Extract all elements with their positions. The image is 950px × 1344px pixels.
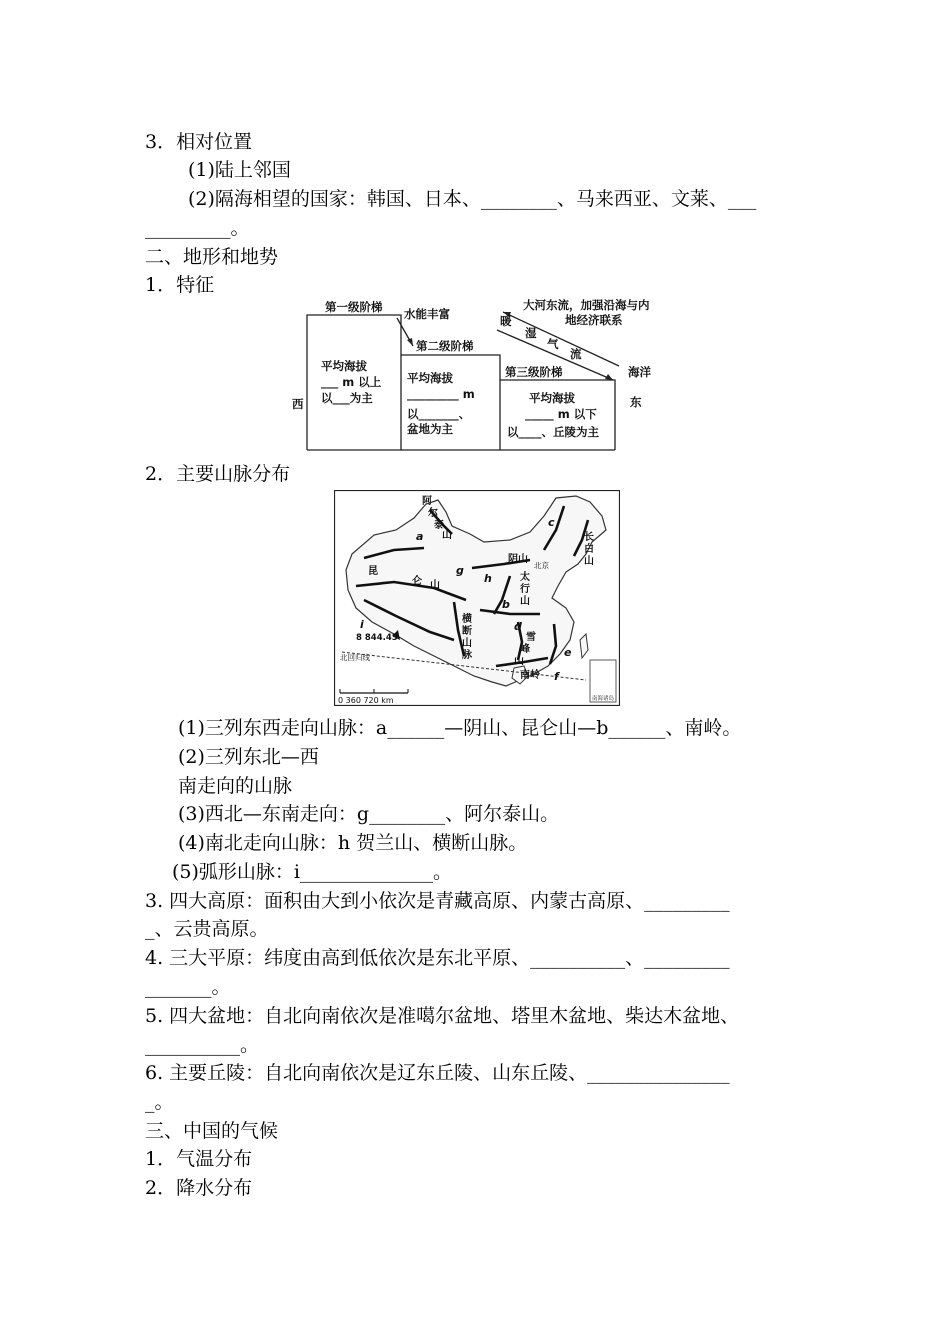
inset-label: 南海诸岛: [592, 696, 615, 702]
map-letter-i: i: [360, 618, 364, 631]
ocean-label: 海洋: [628, 365, 651, 379]
altai-char-2: 尔: [428, 508, 438, 519]
changbai-char-3: 山: [584, 556, 594, 567]
mountain-q2-a: (2)三列东北—西: [178, 746, 319, 768]
terrain-features-heading: 1．特征: [145, 274, 215, 296]
plains-line-cont: _______。: [145, 976, 231, 998]
hengduan-char-2: 断: [462, 626, 472, 637]
map-letter-a: a: [416, 530, 424, 543]
west-label: 西: [292, 397, 304, 411]
scale-label: 0 360 720 km: [338, 696, 394, 705]
hills-line-cont: _。: [145, 1091, 174, 1113]
map-letter-b: b: [502, 598, 510, 611]
china-mountains-map: [334, 490, 620, 706]
step1-line-3: 以___为主: [321, 391, 373, 405]
mountain-q3: (3)西北—东南走向：g________、阿尔泰山。: [178, 803, 560, 825]
step3-line-1: 平均海拔: [529, 391, 575, 405]
step3-line-2: _____ m 以下: [525, 407, 597, 421]
changbai-char-1: 长: [584, 532, 594, 543]
mountain-q5: (5)弧形山脉：i______________。: [172, 861, 452, 883]
taihang-char-3: 山: [520, 596, 530, 607]
wind-char-3: 气: [547, 337, 559, 351]
map-letter-c: c: [548, 516, 555, 529]
hills-line: 6. 主要丘陵：自北向南依次是辽东丘陵、山东丘陵、_______________: [145, 1062, 730, 1084]
plateaus-line: 3. 四大高原：面积由大到小依次是青藏高原、内蒙古高原、_________: [145, 890, 730, 912]
step1-line-1: 平均海拔: [321, 359, 367, 373]
taihang-char-2: 行: [520, 584, 530, 595]
plateaus-line-cont: _、云贵高原。: [145, 918, 269, 940]
step2-line-3: 以_______、: [407, 407, 471, 421]
item-land-neighbors: (1)陆上邻国: [188, 159, 291, 181]
river-label-1: 大河东流，加强沿海与内: [523, 298, 650, 312]
step3-label: 第三级阶梯: [505, 365, 563, 379]
section-3-heading: 3．相对位置: [145, 131, 253, 153]
step1-line-2: ___ m 以上: [321, 375, 382, 389]
basins-line: 5. 四大盆地：自北向南依次是准噶尔盆地、塔里木盆地、柴达木盆地、: [145, 1005, 740, 1027]
xuefeng-char-3: 山: [514, 656, 524, 667]
step1-label: 第一级阶梯: [325, 300, 383, 314]
climate-heading: 三、中国的气候: [145, 1120, 279, 1142]
beijing-label: 北京: [534, 561, 549, 570]
xuefeng-char-1: 雪: [526, 632, 536, 643]
step3-line-3: 以____、丘陵为主: [507, 425, 599, 439]
temperature-heading: 1．气温分布: [145, 1148, 253, 1170]
item-sea-neighbors-cont: _________。: [145, 217, 250, 239]
wind-char-1: 暖: [500, 314, 512, 328]
xuefeng-char-2: 峰: [520, 644, 530, 655]
plains-line: 4. 三大平原：纬度由高到低依次是东北平原、__________、_________: [145, 947, 730, 969]
wind-char-2: 湿: [525, 326, 537, 340]
everest-label: 8 844.43: [356, 633, 398, 643]
tropic-label: 北回归线: [340, 653, 370, 662]
hengduan-char-1: 横: [462, 614, 472, 625]
precipitation-heading: 2．降水分布: [145, 1177, 253, 1199]
basins-line-cont: __________。: [145, 1034, 260, 1056]
item-sea-neighbors: (2)隔海相望的国家：韩国、日本、________、马来西亚、文莱、___: [188, 188, 757, 210]
altai-char-4: 山: [442, 530, 452, 541]
map-letter-g: g: [456, 564, 464, 577]
hengduan-char-3: 山: [462, 638, 472, 649]
hengduan-char-4: 脉: [462, 650, 472, 661]
kunlun-char-3: 山: [430, 580, 440, 591]
step2-label: 第二级阶梯: [416, 339, 474, 353]
taihang-char-1: 太: [520, 572, 530, 583]
wind-char-4: 流: [570, 347, 582, 361]
step2-line-1: 平均海拔: [407, 371, 453, 385]
map-letter-d: d: [514, 620, 522, 633]
mountain-q2-b: 南走向的山脉: [178, 775, 293, 797]
section-terrain-heading: 二、地形和地势: [145, 246, 279, 268]
mountains-heading: 2．主要山脉分布: [145, 463, 291, 485]
river-label-2: 地经济联系: [565, 313, 623, 327]
east-label: 东: [630, 395, 642, 409]
step2-line-2: _________ m: [407, 387, 475, 401]
altai-char-3: 泰: [434, 520, 444, 531]
step2-line-4: 盆地为主: [407, 422, 453, 436]
map-letter-e: e: [564, 646, 572, 659]
changbai-char-2: 白: [584, 544, 594, 555]
map-letter-h: h: [484, 572, 492, 585]
kunlun-char-2: 仑: [412, 576, 422, 587]
terrain-steps-diagram: [285, 298, 665, 454]
kunlun-char-1: 昆: [368, 566, 378, 577]
hydro-label: 水能丰富: [404, 307, 450, 321]
mountain-q1: (1)三列东西走向山脉：a______—阴山、昆仑山—b______、南岭。: [178, 717, 742, 739]
altai-char-1: 阿: [422, 496, 432, 507]
nanling-label: 南岭: [520, 670, 540, 681]
map-letter-f: f: [554, 670, 559, 683]
yinshan-label: 阴山: [508, 554, 528, 565]
mountain-q4: (4)南北走向山脉：h 贺兰山、横断山脉。: [178, 832, 528, 854]
